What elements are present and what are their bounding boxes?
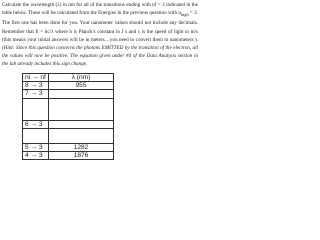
header-transition: ni → nf	[23, 74, 49, 82]
wavelength-cell[interactable]	[49, 90, 114, 98]
wavelength-cell[interactable]	[49, 98, 114, 120]
transition-cell	[23, 128, 49, 143]
table-row	[23, 90, 114, 98]
wavelength-cell[interactable]	[49, 128, 114, 143]
table-row	[23, 152, 114, 160]
table-header-row	[23, 74, 114, 82]
table-row	[23, 143, 114, 151]
instructions-text: Calculate the wavelength (λ) in nm for all of the transitions ending with nf = 3 indicated in the table below. These will be calculated from the Energies in the previous question with n	[2, 2, 198, 17]
wavelength-cell[interactable]: 955	[49, 82, 114, 90]
transition-cell: 6 → 3	[23, 120, 49, 128]
header-wavelength: λ (nm)	[49, 74, 114, 82]
document-page	[2, 1, 198, 69]
wavelength-cell[interactable]: 1876	[49, 152, 114, 160]
transition-cell: 8 → 3	[23, 82, 49, 90]
instructions-text-continued: = 3. The first one has been done for you. Your nanometer values should not include any decimals. Remember that E = hc/λ where h is Planck's constant in J s and c is the speed of light in m/s (this means your initial answers will be in meters…you need to convert them to nanometers ).	[2, 10, 199, 43]
wavelength-cell[interactable]: 1282	[49, 143, 114, 151]
wavelength-cell[interactable]	[49, 120, 114, 128]
table-row	[23, 120, 114, 128]
transition-cell: 5 → 3	[23, 143, 49, 151]
table-row	[23, 82, 114, 90]
table-row	[23, 128, 114, 143]
transition-cell	[23, 98, 49, 120]
wavelength-table	[22, 73, 114, 160]
hint-text: (Hint: Since this question concerns the photons EMITTED by the transition of the electron, all the values will now be positive. The equation given under #4 of the Data Analysis section in the lab already includes this sign change.	[2, 45, 198, 68]
instructions-paragraph	[2, 1, 198, 69]
transition-cell: 4 → 3	[23, 152, 49, 160]
table-row	[23, 98, 114, 120]
subscript-high: high	[181, 12, 189, 18]
transition-cell: 7 → 3	[23, 90, 49, 98]
